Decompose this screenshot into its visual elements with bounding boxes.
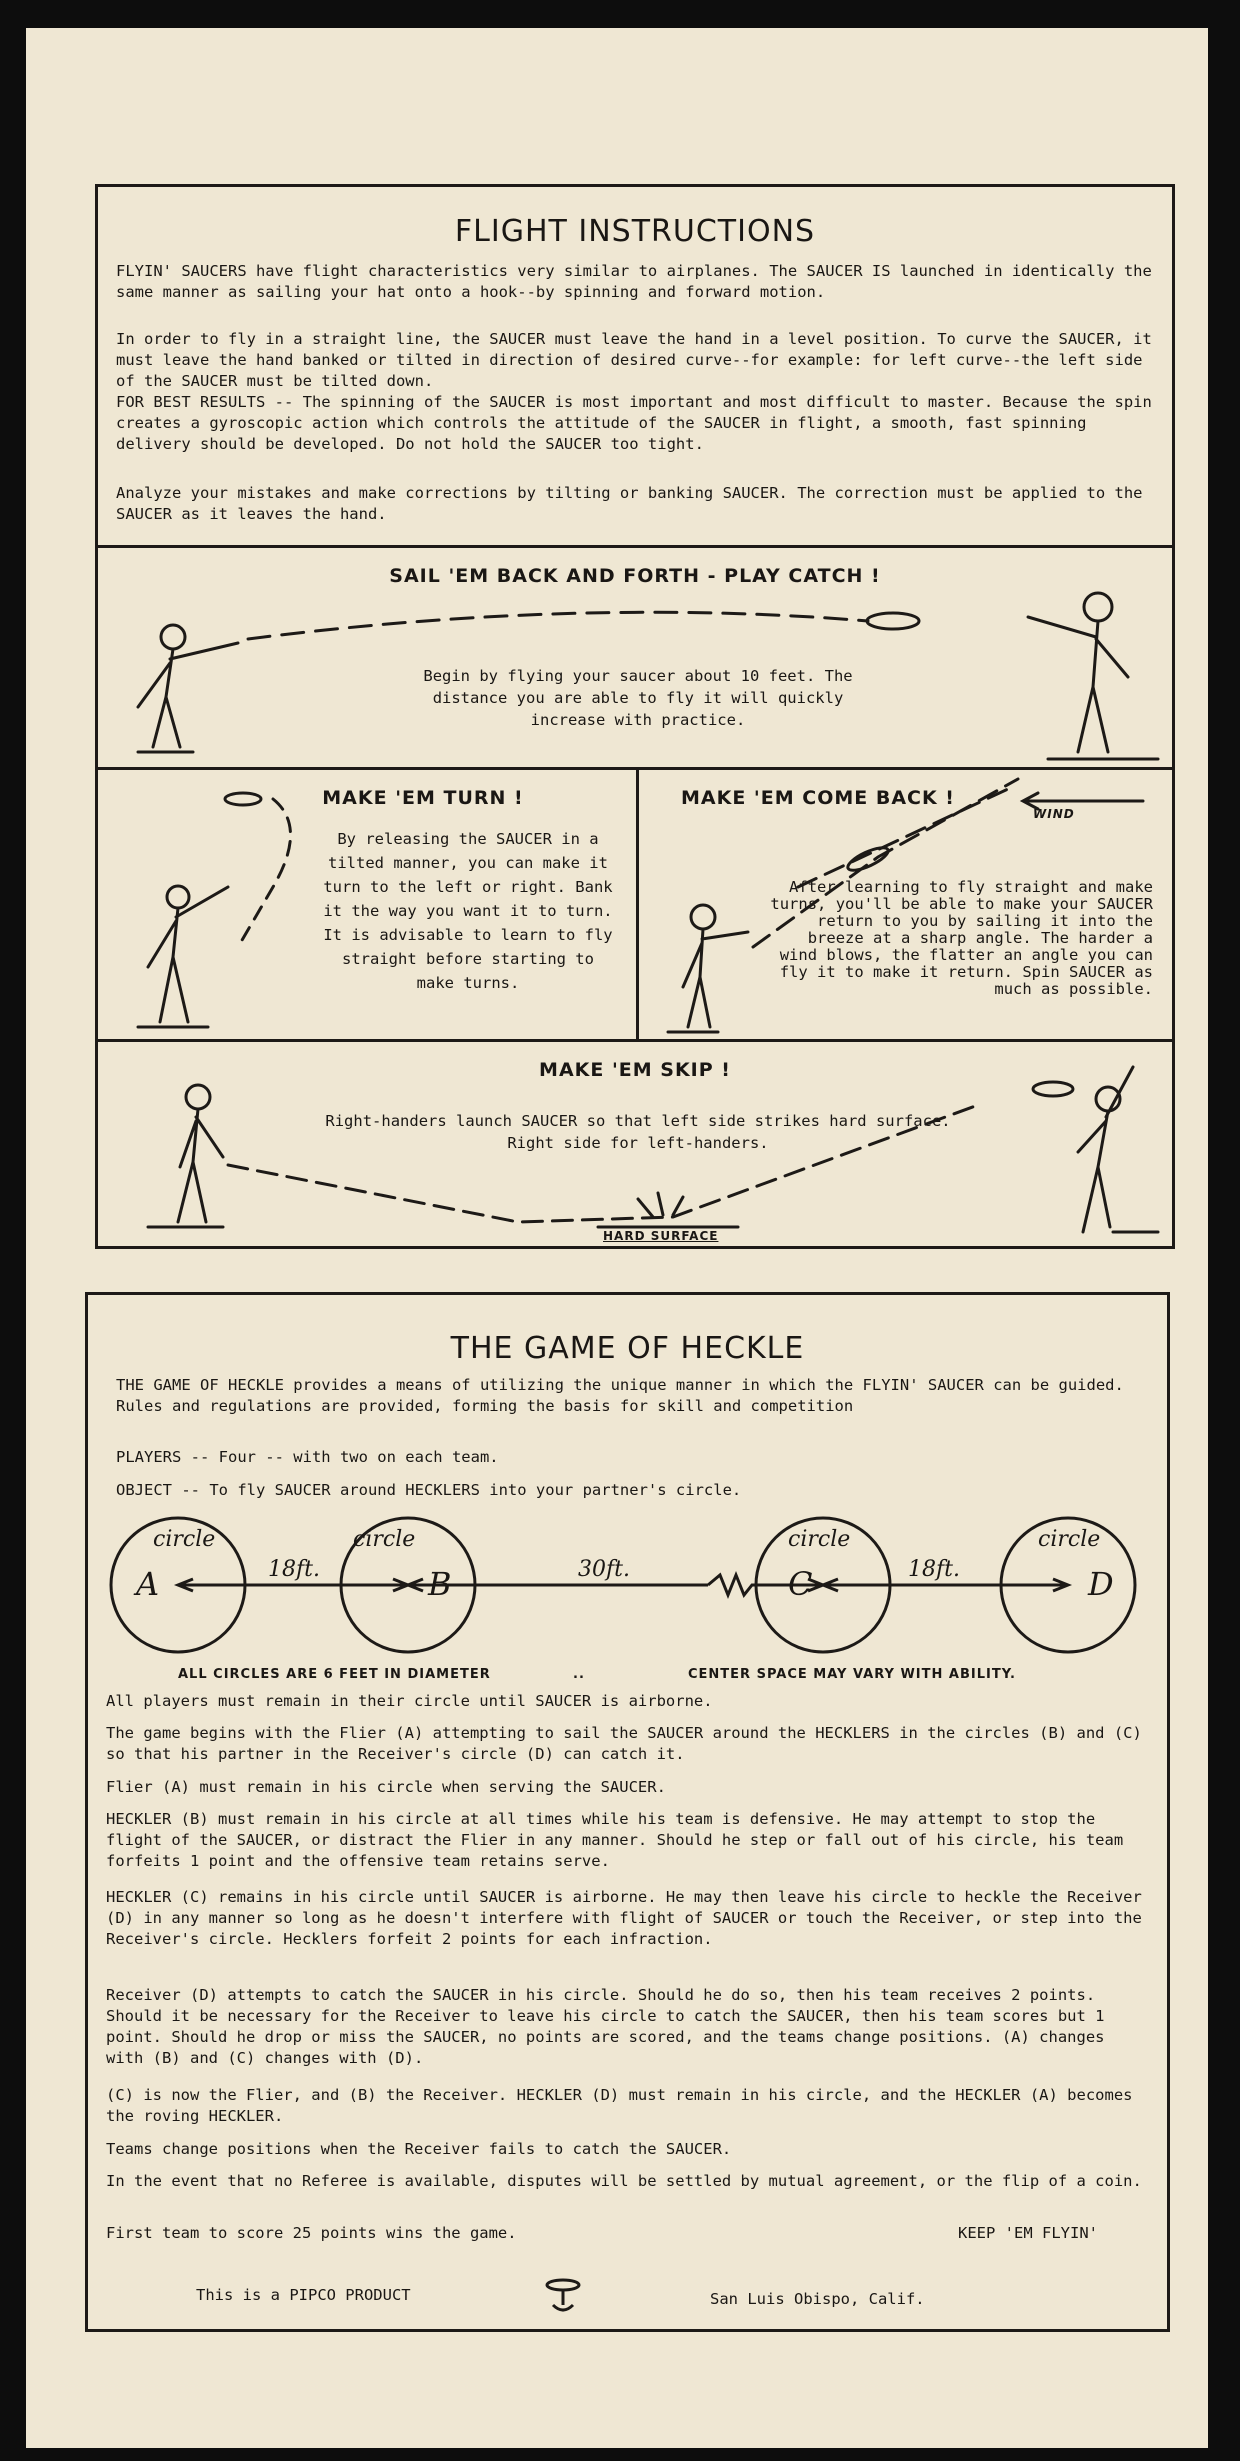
comeback-title: MAKE 'EM COME BACK ! bbox=[681, 787, 955, 809]
circle-label-a: A bbox=[136, 1565, 160, 1603]
rule-1: All players must remain in their circle until SAUCER is airborne. bbox=[106, 1692, 713, 1710]
rule-6: Receiver (D) attempts to catch the SAUCER in his circle. Should he do so, then his team receives 2 points. Should it be necessary for the Receiver to leave his circle to catch the SAUCER, then his team scores but 1 point. Should he drop or miss the SAUCER, no points are scored, and the teams change positions. (A) changes with (B) and (C) changes with (D). bbox=[106, 1986, 1105, 2067]
circle-word: circle bbox=[153, 1527, 216, 1552]
rule-final: First team to score 25 points wins the game. bbox=[106, 2224, 517, 2242]
hard-surface-label: HARD SURFACE bbox=[603, 1229, 719, 1243]
comeback-text: After learning to fly straight and make turns, you'll be able to make your SAUCER return to you by sailing it into the breeze at a sharp angle. The harder a wind blows, the flatter an angle you can fly it to make it return. Spin SAUCER as much as possible. bbox=[770, 878, 1153, 998]
rule-3: Flier (A) must remain in his circle when serving the SAUCER. bbox=[106, 1778, 666, 1796]
rule-7: (C) is now the Flier, and (B) the Receiver. HECKLER (D) must remain in his circle, and the HECKLER (A) becomes the roving HECKLER. bbox=[106, 2086, 1133, 2125]
pipco-logo-icon bbox=[543, 2275, 583, 2315]
turn-text: By releasing the SAUCER in a tilted manner, you can make it turn to the left or right. Bank it the way you want it to turn. It is advisable to learn to fly straight before starting to make turns. bbox=[323, 830, 613, 992]
rule-5: HECKLER (C) remains in his circle until SAUCER is airborne. He may then leave his circle to heckle the Receiver (D) in any manner so long as he doesn't interfere with flight of SAUCER or touch the Receiver, or step into the Receiver's circle. Hecklers forfeit 2 points for each infraction. bbox=[106, 1888, 1142, 1948]
turn-title: MAKE 'EM TURN ! bbox=[322, 787, 524, 809]
flight-paragraph-4: Analyze your mistakes and make corrections by tilting or banking SAUCER. The correction must be applied to the SAUCER as it leaves the hand. bbox=[116, 484, 1143, 523]
flight-paragraph-2: In order to fly in a straight line, the SAUCER must leave the hand in a level position. To curve the SAUCER, it must leave the hand banked or tilted in direction of desired curve--for example: for left curve--the left side of the SAUCER must be tilted down. bbox=[116, 330, 1152, 390]
rule-4: HECKLER (B) must remain in his circle at all times while his team is defensive. He may attempt to stop the flight of the SAUCER, or distract the Flier in any manner. Should he step or fall out of his circle, his team forfeits 1 point and the offensive team retains serve. bbox=[106, 1810, 1124, 1870]
rule-8: Teams change positions when the Receiver fails to catch the SAUCER. bbox=[106, 2140, 732, 2158]
skip-text: Right-handers launch SAUCER so that left side strikes hard surface. Right side for left-handers. bbox=[325, 1112, 951, 1152]
circle-word: circle bbox=[788, 1527, 851, 1552]
note-circle-diameter: ALL CIRCLES ARE 6 FEET IN DIAMETER bbox=[178, 1667, 491, 1682]
circle-label-b: B bbox=[428, 1565, 452, 1603]
heckle-box bbox=[85, 1292, 1170, 2332]
footer-left: This is a PIPCO PRODUCT bbox=[196, 2286, 411, 2304]
figure-thrower-icon bbox=[148, 1085, 223, 1227]
flight-paragraph-3: FOR BEST RESULTS -- The spinning of the SAUCER is most important and most difficult to master. Because the spin creates a gyroscopic action which controls the attitude of the SAUCER in flight, a smooth, fast spinning delivery should be developed. Do not hold the SAUCER too tight. bbox=[116, 393, 1152, 453]
slogan: KEEP 'EM FLYIN' bbox=[958, 2224, 1098, 2242]
flight-paragraph-1: FLYIN' SAUCERS have flight characteristics very similar to airplanes. The SAUCER IS launched in identically the same manner as sailing your hat onto a hook--by spinning and forward motion. bbox=[116, 262, 1152, 301]
circle-word: circle bbox=[353, 1527, 416, 1552]
heckle-object: OBJECT -- To fly SAUCER around HECKLERS into your partner's circle. bbox=[116, 1481, 742, 1499]
circle-label-d: D bbox=[1088, 1565, 1114, 1603]
skip-title: MAKE 'EM SKIP ! bbox=[539, 1059, 731, 1081]
distance-cd: 18ft. bbox=[908, 1557, 960, 1582]
skip-illustration bbox=[98, 187, 1178, 1252]
note-center-space: CENTER SPACE MAY VARY WITH ABILITY. bbox=[688, 1667, 1016, 1682]
wind-label: WIND bbox=[1033, 807, 1075, 821]
catch-text: Begin by flying your saucer about 10 feet. The distance you are able to fly it will quickly increase with practice. bbox=[423, 667, 853, 729]
circle-word: circle bbox=[1038, 1527, 1101, 1552]
flight-title: FLIGHT INSTRUCTIONS bbox=[454, 214, 816, 249]
note-separator: .. bbox=[573, 1667, 585, 1682]
distance-bc: 30ft. bbox=[578, 1557, 630, 1582]
rule-2: The game begins with the Flier (A) attempting to sail the SAUCER around the HECKLERS in the circles (B) and (C) so that his partner in the Receiver's circle (D) can catch it. bbox=[106, 1724, 1142, 1763]
flight-instructions-box bbox=[95, 184, 1175, 1249]
figure-catcher-icon bbox=[1078, 1067, 1158, 1232]
saucer-icon bbox=[1033, 1082, 1073, 1096]
catch-title: SAIL 'EM BACK AND FORTH - PLAY CATCH ! bbox=[389, 565, 881, 587]
heckle-players: PLAYERS -- Four -- with two on each team. bbox=[116, 1448, 499, 1466]
rule-9: In the event that no Referee is available, disputes will be settled by mutual agreement, or the flip of a coin. bbox=[106, 2172, 1142, 2190]
circle-label-c: C bbox=[788, 1565, 813, 1603]
heckle-title: THE GAME OF HECKLE bbox=[450, 1331, 805, 1366]
heckle-intro: THE GAME OF HECKLE provides a means of utilizing the unique manner in which the FLYIN' SAUCER can be guided. Rules and regulations are provided, forming the basis for skill and competition bbox=[116, 1376, 1124, 1415]
distance-ab: 18ft. bbox=[268, 1557, 320, 1582]
footer-right: San Luis Obispo, Calif. bbox=[710, 2290, 925, 2308]
